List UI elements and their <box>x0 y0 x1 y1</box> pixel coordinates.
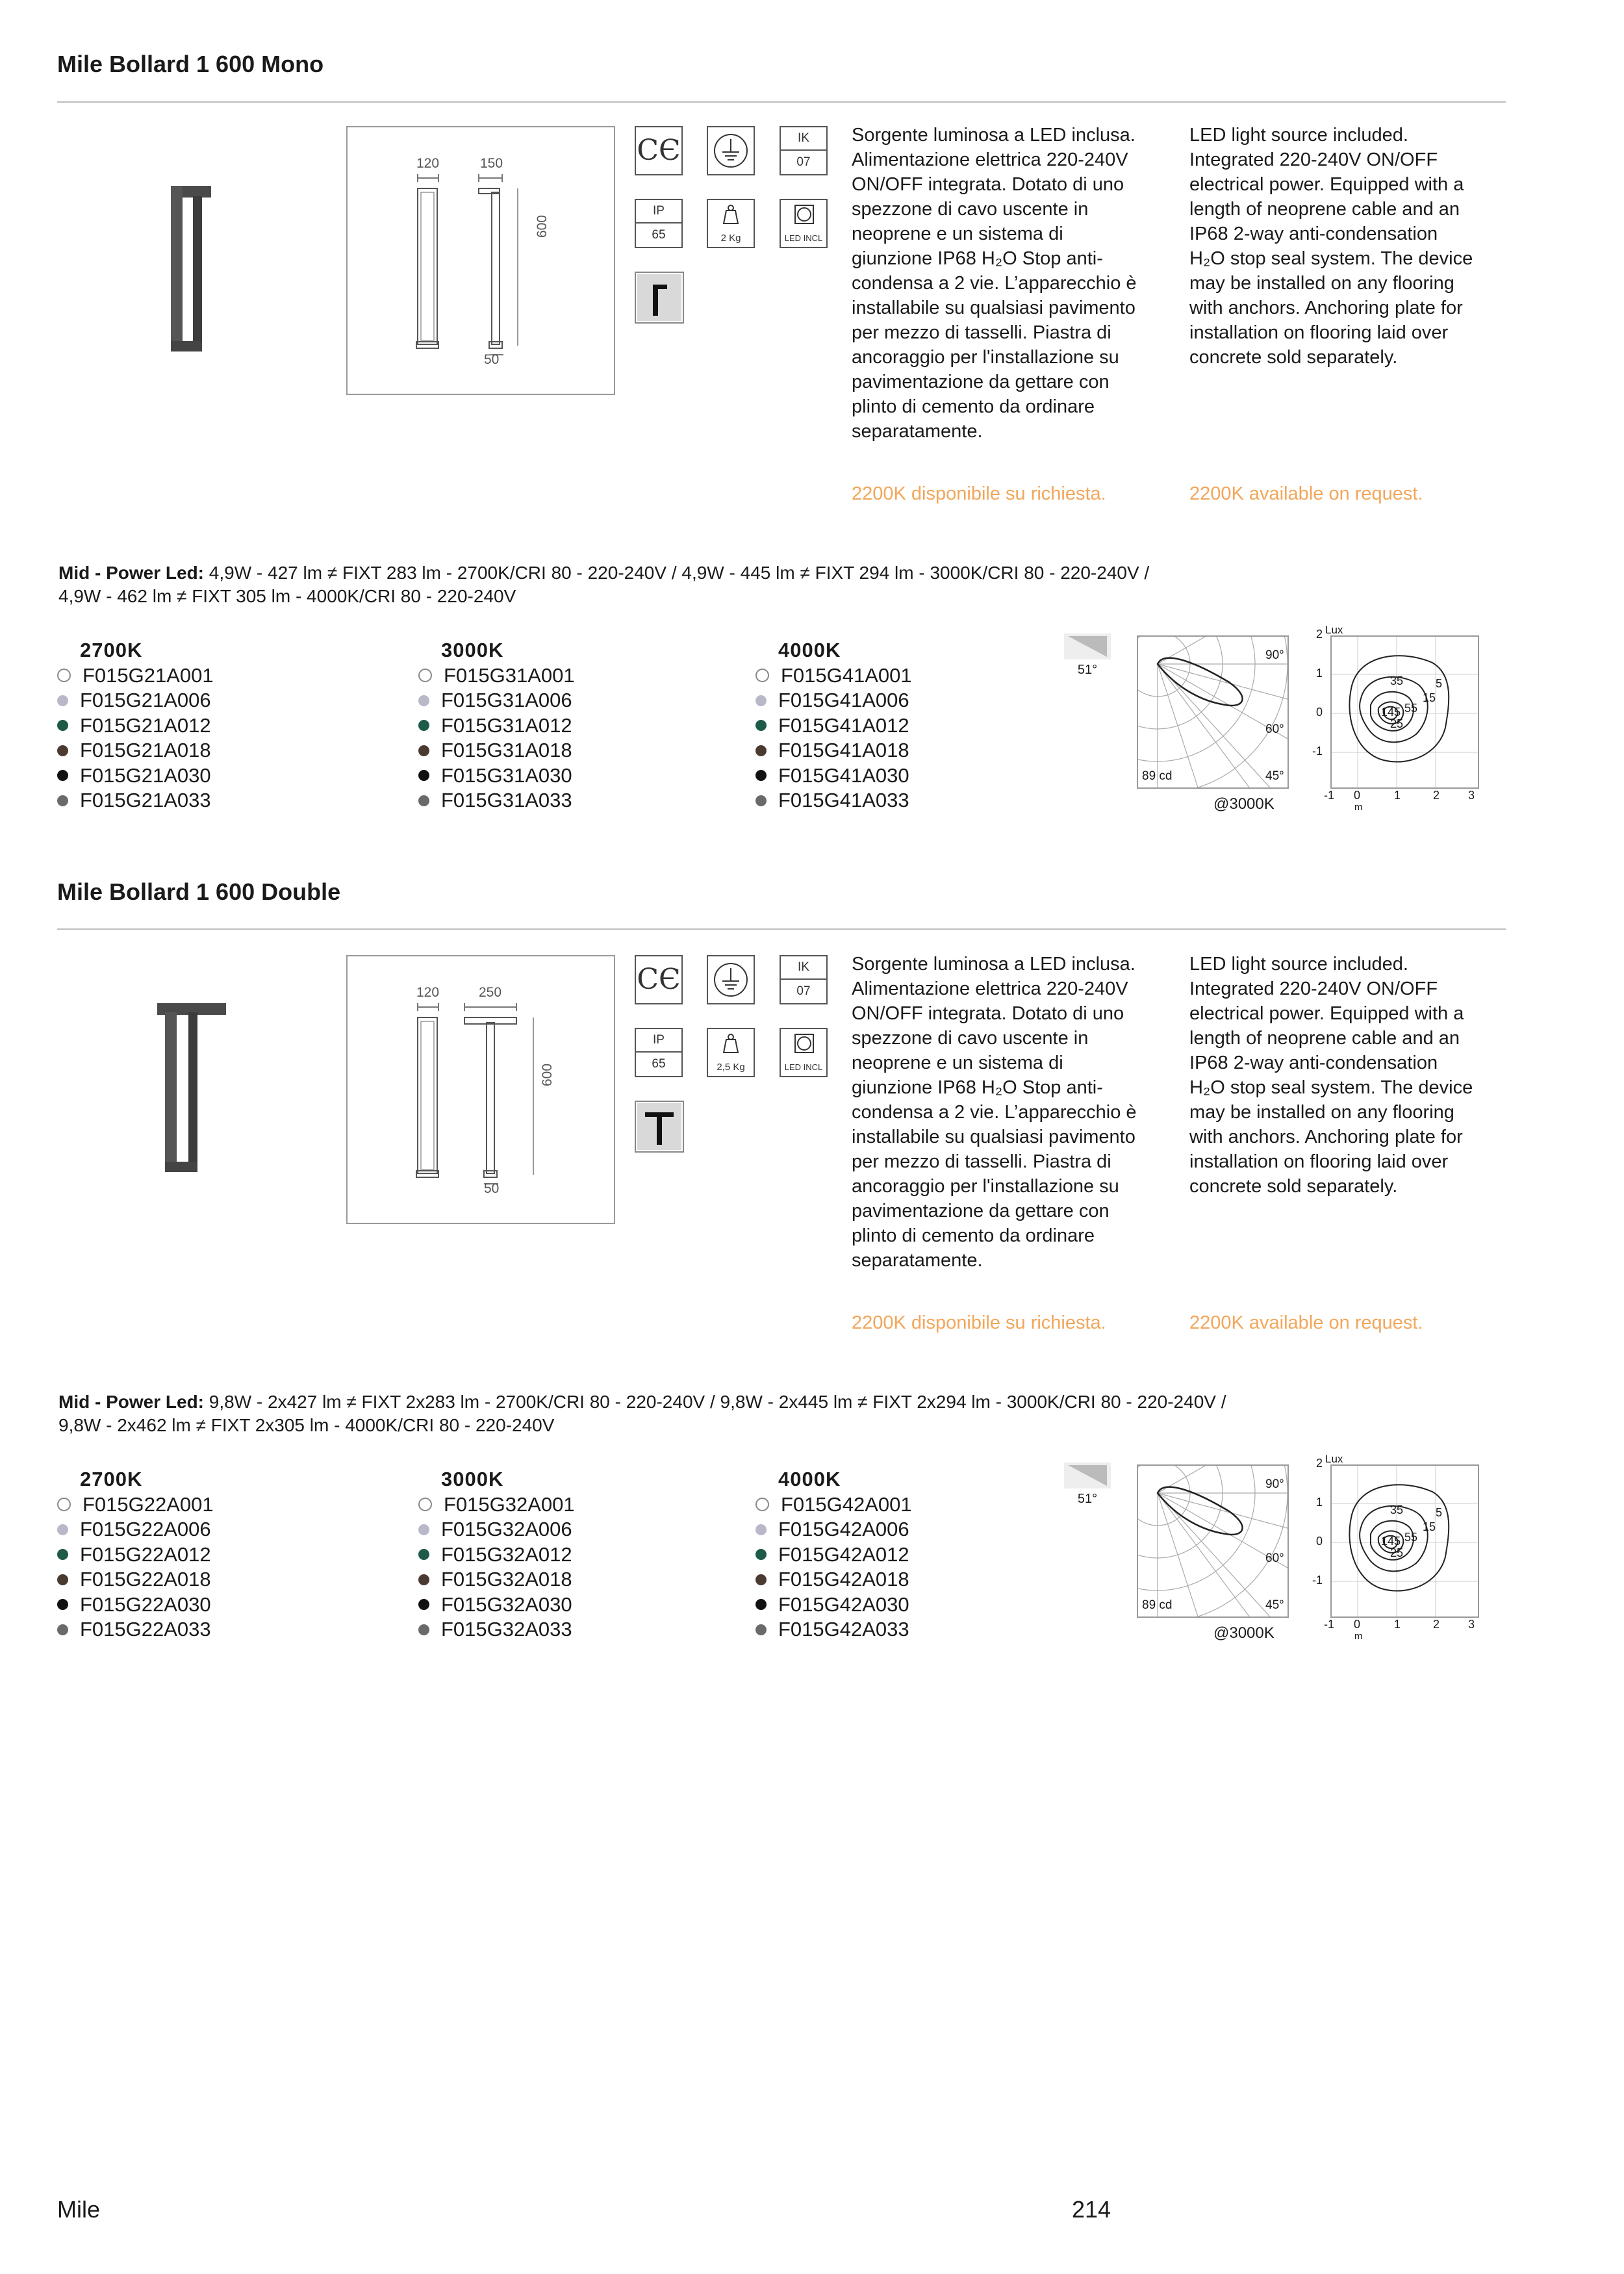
iso-55: 55 <box>1404 1531 1418 1544</box>
product-code: F015G41A030 <box>778 763 909 787</box>
codes-column-3000k <box>418 638 575 813</box>
code-row <box>57 763 214 789</box>
codes-column-3000k <box>418 1467 575 1642</box>
finish-dot <box>418 795 429 806</box>
note-it: 2200K disponibile su richiesta. <box>852 1312 1106 1333</box>
product-code: F015G42A030 <box>778 1592 909 1616</box>
product-code: F015G42A006 <box>778 1518 909 1540</box>
dim-width-2: 150 <box>480 156 503 171</box>
product-code: F015G41A006 <box>778 689 909 711</box>
angle-60: 60° <box>1265 1552 1284 1565</box>
candela-value: 89 cd <box>1142 1598 1173 1612</box>
led-icon <box>781 200 826 229</box>
column-head: 3000K <box>441 1468 504 1490</box>
ik-rating <box>780 126 828 175</box>
product-code: F015G41A001 <box>781 663 912 687</box>
product-code: F015G41A012 <box>778 713 909 737</box>
dimension-drawing <box>346 955 615 1224</box>
product-code: F015G21A012 <box>80 713 211 737</box>
code-row <box>755 763 912 789</box>
x-tick: 1 <box>1394 1618 1401 1631</box>
dim-height: 600 <box>535 214 550 238</box>
dim-width-1: 120 <box>416 156 440 171</box>
lux-label: Lux <box>1325 1453 1343 1465</box>
product-code: F015G21A030 <box>80 763 211 787</box>
product-code: F015G22A012 <box>80 1542 211 1566</box>
angle-90: 90° <box>1265 648 1284 662</box>
angle-90: 90° <box>1265 1477 1284 1491</box>
code-row <box>57 1592 214 1618</box>
product-code: F015G21A033 <box>80 789 211 811</box>
weight-badge <box>707 199 755 248</box>
page-number: 214 <box>1072 2196 1111 2223</box>
code-row <box>57 738 214 763</box>
code-row <box>755 713 912 739</box>
ip-rating <box>635 199 683 248</box>
finish-dot <box>418 1549 429 1560</box>
finish-dot <box>755 695 767 706</box>
ik-rating <box>780 955 828 1004</box>
product-code: F015G32A001 <box>444 1492 575 1516</box>
polar-diagram <box>1137 635 1289 789</box>
description-it: Sorgente luminosa a LED inclusa. Alimentazione elettrica 220-240V ON/OFF integrata. Dotato di uno spezzone di cavo uscente in neoprene e un sistema di giunzione IP68 H₂O Stop anti-condensa a 2 vie. L’apparecchio è installabile su qualsiasi pavimento per mezzo di tasselli. Piastra di ancoraggio per l'installazione su pavimentazione da gettare con plinto di cemento da ordinare separatamente. <box>852 954 1137 1271</box>
code-row <box>755 1542 912 1568</box>
column-head: 4000K <box>778 1468 841 1490</box>
code-row <box>57 1492 214 1518</box>
dim-base: 50 <box>484 352 500 367</box>
mount-type-icon <box>635 1101 684 1153</box>
reference-temp: @3000K <box>1213 795 1275 813</box>
finish-dot <box>755 1524 767 1535</box>
code-row <box>418 1592 575 1618</box>
code-row <box>57 663 214 689</box>
spec-label: Mid - Power Led: <box>58 563 204 583</box>
weight-icon <box>708 1029 754 1058</box>
spec-label: Mid - Power Led: <box>58 1392 204 1412</box>
led-included-badge <box>780 199 828 248</box>
isolux-diagram <box>1330 1464 1479 1618</box>
code-row <box>418 1517 575 1542</box>
product-code: F015G31A018 <box>441 739 572 761</box>
product-image <box>155 1001 233 1176</box>
code-row <box>57 1542 214 1568</box>
led-icon <box>781 1029 826 1058</box>
ip-label: IP <box>636 200 681 224</box>
x-tick: -1 <box>1324 789 1335 802</box>
product-code: F015G42A001 <box>781 1492 912 1516</box>
finish-dot <box>755 745 767 756</box>
finish-dot <box>755 795 767 806</box>
x-tick: 3 <box>1468 789 1475 802</box>
description-en: LED light source included. Integrated 220-240V ON/OFF electrical power. Equipped with a length of neoprene cable and an IP68 2-way anti-condensation H₂O stop seal system. The device may be installed on any flooring with anchors. Anchoring plate for installation on flooring laid over concrete sold separately. <box>1189 125 1473 368</box>
product-code: F015G41A018 <box>778 739 909 761</box>
product-code: F015G32A012 <box>441 1542 572 1566</box>
finish-dot <box>57 1574 68 1585</box>
product-code: F015G32A033 <box>441 1618 572 1641</box>
lux-label: Lux <box>1325 624 1343 636</box>
iso-55: 55 <box>1404 702 1418 715</box>
code-row <box>755 688 912 713</box>
power-spec <box>58 561 1488 608</box>
iso-35: 35 <box>1390 1503 1404 1516</box>
code-row <box>418 788 575 813</box>
beam-angle-badge <box>1064 1463 1111 1506</box>
finish-dot <box>57 695 68 706</box>
codes-column-4000k <box>755 1467 912 1642</box>
y-tick: 2 <box>1316 628 1323 641</box>
finish-dot <box>418 1574 429 1585</box>
finish-dot <box>755 1599 767 1610</box>
led-label: LED INCL <box>784 1062 823 1072</box>
dimension-drawing <box>346 126 615 395</box>
finish-dot <box>418 1524 429 1535</box>
ip-rating <box>635 1028 683 1077</box>
dim-base: 50 <box>484 1181 500 1196</box>
product-title: Mile Bollard 1 600 Double <box>57 878 341 905</box>
iso-145: 145 <box>1381 706 1401 719</box>
finish-dot <box>418 695 429 706</box>
finish-dot <box>57 1549 68 1560</box>
x-tick: 2 <box>1433 1618 1440 1631</box>
x-tick: 0 <box>1354 1618 1361 1631</box>
codes-column-4000k <box>755 638 912 813</box>
reference-temp: @3000K <box>1213 1624 1275 1642</box>
product-code: F015G42A033 <box>778 1618 909 1641</box>
x-tick: 2 <box>1433 789 1440 802</box>
product-title: Mile Bollard 1 600 Mono <box>57 51 324 77</box>
finish-dot <box>57 1599 68 1610</box>
weight-badge <box>707 1028 755 1077</box>
product-code: F015G31A012 <box>441 713 572 737</box>
spec-line-1: 4,9W - 427 lm ≠ FIXT 283 lm - 2700K/CRI 80 - 220-240V / 4,9W - 445 lm ≠ FIXT 294 lm - 3000K/CRI 80 - 220-240V / <box>209 563 1150 583</box>
description-it: Sorgente luminosa a LED inclusa. Alimentazione elettrica 220-240V ON/OFF integrata. Dotato di uno spezzone di cavo uscente in neoprene e un sistema di giunzione IP68 H₂O Stop anti-condensa a 2 vie. L’apparecchio è installabile su qualsiasi pavimento per mezzo di tasselli. Piastra di ancoraggio per l'installazione su pavimentazione da gettare con plinto di cemento da ordinare separatamente. <box>852 125 1137 442</box>
finish-dot <box>57 745 68 756</box>
code-row <box>57 788 214 813</box>
code-row <box>755 788 912 813</box>
product-code: F015G31A001 <box>444 663 575 687</box>
ground-class-icon <box>707 955 755 1004</box>
ik-label: IK <box>781 127 826 151</box>
code-row <box>418 1617 575 1642</box>
product-code: F015G31A033 <box>441 789 572 811</box>
iso-5: 5 <box>1436 677 1443 690</box>
code-row <box>57 1617 214 1642</box>
codes-column-2700k <box>57 1467 214 1642</box>
weight-value: 2,5 Kg <box>717 1062 745 1073</box>
finish-dot <box>57 720 68 731</box>
angle-45: 45° <box>1265 1598 1284 1612</box>
finish-dot <box>418 770 429 781</box>
led-label: LED INCL <box>784 233 823 243</box>
finish-dot <box>755 1574 767 1585</box>
column-head: 3000K <box>441 639 504 661</box>
x-tick: 1 <box>1394 789 1401 802</box>
finish-dot <box>418 669 432 682</box>
beam-angle: 51° <box>1077 663 1098 677</box>
finish-dot <box>418 1599 429 1610</box>
code-row <box>418 738 575 763</box>
code-row <box>755 1517 912 1542</box>
code-row <box>418 713 575 739</box>
ce-mark-icon: CЄ <box>635 126 683 175</box>
code-row <box>755 1592 912 1618</box>
finish-dot <box>57 1624 68 1635</box>
code-row <box>755 1567 912 1592</box>
note-en: 2200K available on request. <box>1189 1312 1423 1333</box>
y-tick: 0 <box>1316 706 1323 719</box>
angle-45: 45° <box>1265 769 1284 783</box>
beam-icon <box>1064 633 1111 659</box>
finish-dot <box>418 1624 429 1635</box>
x-tick: 0 <box>1354 789 1361 802</box>
footer-section: Mile <box>57 2196 101 2223</box>
codes-column-2700k <box>57 638 214 813</box>
product-image <box>166 182 224 357</box>
product-code: F015G31A030 <box>441 763 572 787</box>
x-tick: 3 <box>1468 1618 1475 1631</box>
dim-width-1: 120 <box>416 985 440 1000</box>
product-code: F015G22A030 <box>80 1592 211 1616</box>
y-tick: 0 <box>1316 1535 1323 1548</box>
finish-dot <box>57 795 68 806</box>
note-en: 2200K available on request. <box>1189 483 1423 504</box>
lux-unit: m <box>1354 1631 1363 1642</box>
finish-dot <box>57 770 68 781</box>
code-row <box>755 738 912 763</box>
spec-line-2: 4,9W - 462 lm ≠ FIXT 305 lm - 4000K/CRI 80 - 220-240V <box>58 586 516 606</box>
power-spec <box>58 1390 1488 1437</box>
finish-dot <box>755 770 767 781</box>
code-row <box>755 1617 912 1642</box>
y-tick: 1 <box>1316 1496 1323 1509</box>
dim-height: 600 <box>540 1063 555 1086</box>
iso-145: 145 <box>1381 1535 1401 1548</box>
iso-25: 25 <box>1390 1546 1404 1559</box>
divider <box>57 101 1506 103</box>
y-tick: 1 <box>1316 667 1323 680</box>
product-code: F015G21A006 <box>80 689 211 711</box>
spec-line-2: 9,8W - 2x462 lm ≠ FIXT 2x305 lm - 4000K/CRI 80 - 220-240V <box>58 1415 555 1435</box>
iso-15: 15 <box>1423 691 1436 704</box>
x-tick: -1 <box>1324 1618 1335 1631</box>
dim-width-2: 250 <box>479 985 502 1000</box>
code-row <box>755 663 912 689</box>
code-row <box>418 763 575 789</box>
code-row <box>418 1567 575 1592</box>
note-it: 2200K disponibile su richiesta. <box>852 483 1106 504</box>
product-code: F015G42A018 <box>778 1568 909 1591</box>
beam-angle: 51° <box>1077 1492 1098 1506</box>
y-tick: 2 <box>1316 1457 1323 1470</box>
code-row <box>57 713 214 739</box>
product-code: F015G32A006 <box>441 1518 572 1540</box>
finish-dot <box>755 669 769 682</box>
column-head: 2700K <box>80 1468 143 1490</box>
beam-angle-badge <box>1064 633 1111 677</box>
spec-line-1: 9,8W - 2x427 lm ≠ FIXT 2x283 lm - 2700K/CRI 80 - 220-240V / 9,8W - 2x445 lm ≠ FIXT 2x294 lm - 3000K/CRI 80 - 220-240V / <box>209 1392 1226 1412</box>
ip-value: 65 <box>652 228 666 242</box>
angle-60: 60° <box>1265 722 1284 736</box>
ip-value: 65 <box>652 1057 666 1071</box>
code-row <box>418 663 575 689</box>
finish-dot <box>57 1524 68 1535</box>
divider <box>57 928 1506 930</box>
column-head: 4000K <box>778 639 841 661</box>
product-code: F015G22A033 <box>80 1618 211 1641</box>
product-code: F015G41A033 <box>778 789 909 811</box>
ce-mark-icon: CЄ <box>635 955 683 1004</box>
iso-25: 25 <box>1390 717 1404 730</box>
led-included-badge <box>780 1028 828 1077</box>
ik-value: 07 <box>796 155 811 169</box>
description-en: LED light source included. Integrated 220-240V ON/OFF electrical power. Equipped with a length of neoprene cable and an IP68 2-way anti-condensation H₂O stop seal system. The device may be installed on any flooring with anchors. Anchoring plate for installation on flooring laid over concrete sold separately. <box>1189 954 1473 1197</box>
finish-dot <box>57 1498 71 1511</box>
product-code: F015G22A001 <box>82 1492 214 1516</box>
column-head: 2700K <box>80 639 143 661</box>
ground-class-icon <box>707 126 755 175</box>
y-tick: -1 <box>1312 1574 1323 1587</box>
finish-dot <box>755 1549 767 1560</box>
product-code: F015G32A018 <box>441 1568 572 1591</box>
weight-value: 2 Kg <box>720 233 741 244</box>
product-code: F015G21A001 <box>82 663 214 687</box>
code-row <box>418 1492 575 1518</box>
finish-dot <box>418 1498 432 1511</box>
y-tick: -1 <box>1312 745 1323 758</box>
code-row <box>57 1517 214 1542</box>
finish-dot <box>418 720 429 731</box>
product-code: F015G22A018 <box>80 1568 211 1591</box>
beam-icon <box>1064 1463 1111 1488</box>
polar-diagram <box>1137 1464 1289 1618</box>
ik-label: IK <box>781 956 826 980</box>
finish-dot <box>57 669 71 682</box>
product-code: F015G22A006 <box>80 1518 211 1540</box>
product-code: F015G32A030 <box>441 1592 572 1616</box>
code-row <box>755 1492 912 1518</box>
finish-dot <box>418 745 429 756</box>
isolux-diagram <box>1330 635 1479 789</box>
candela-value: 89 cd <box>1142 769 1173 783</box>
finish-dot <box>755 720 767 731</box>
code-row <box>418 688 575 713</box>
mount-type-icon <box>635 272 684 324</box>
code-row <box>57 1567 214 1592</box>
finish-dot <box>755 1498 769 1511</box>
iso-5: 5 <box>1436 1506 1443 1519</box>
product-code: F015G21A018 <box>80 739 211 761</box>
finish-dot <box>755 1624 767 1635</box>
product-code: F015G42A012 <box>778 1542 909 1566</box>
code-row <box>57 688 214 713</box>
ip-label: IP <box>636 1029 681 1053</box>
product-code: F015G31A006 <box>441 689 572 711</box>
ik-value: 07 <box>796 984 811 998</box>
iso-15: 15 <box>1423 1520 1436 1533</box>
weight-icon <box>708 200 754 229</box>
iso-35: 35 <box>1390 674 1404 687</box>
lux-unit: m <box>1354 802 1363 813</box>
code-row <box>418 1542 575 1568</box>
